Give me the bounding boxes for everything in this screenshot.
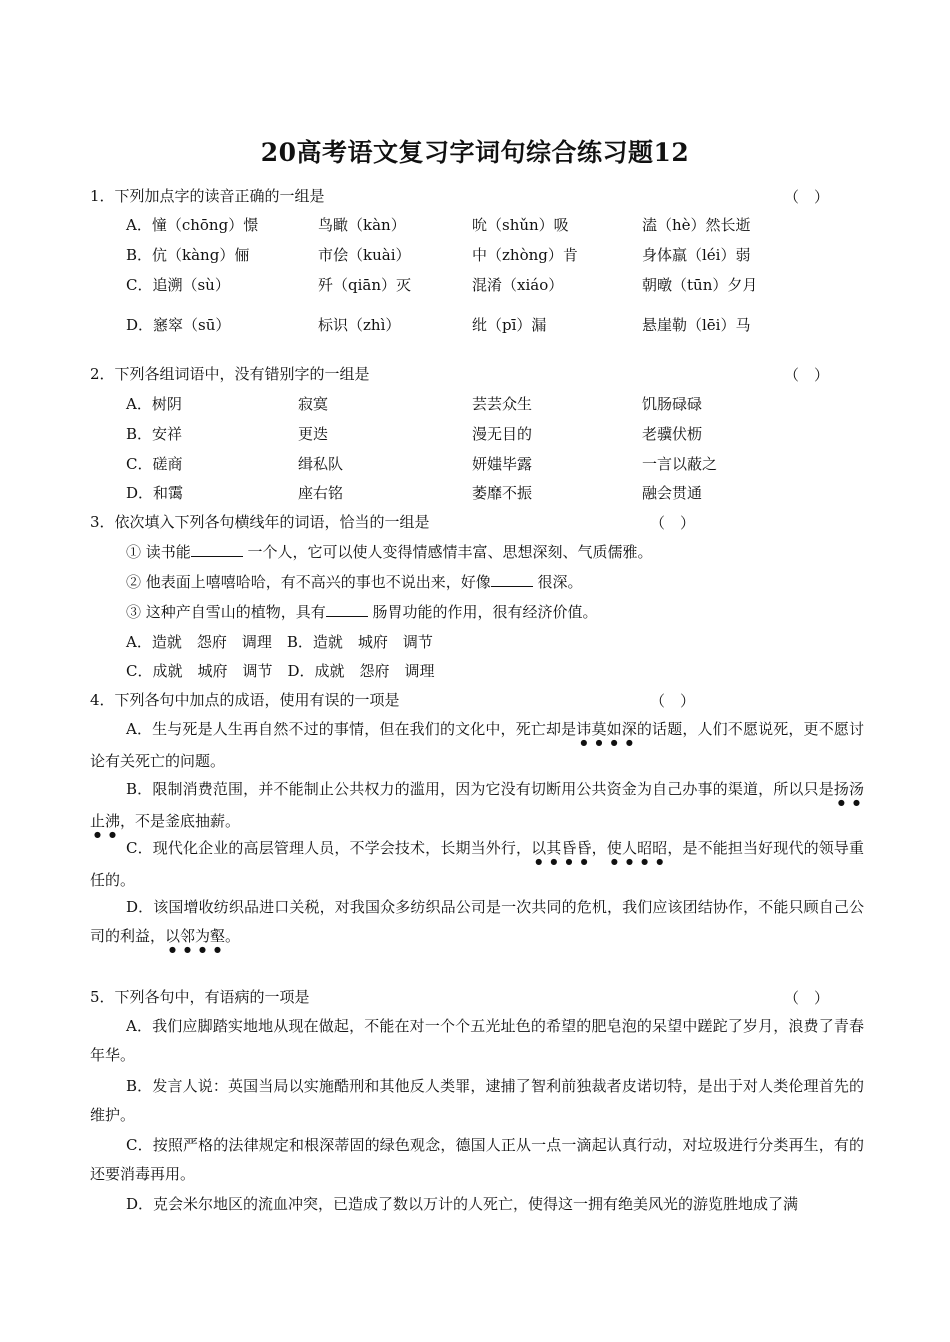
question-1-stem: 1．下列加点字的读音正确的一组是 [90, 187, 325, 205]
question-5-stem: 5．下列各句中，有语病的一项是 [90, 988, 310, 1006]
answer-paren: （ ） [650, 692, 696, 710]
question-3-stem: 3．依次填入下列各句横线年的词语，恰当的一组是 [90, 513, 430, 531]
q4-option-a: A．生与死是人生再自然不过的事情，但在我们的文化中，死亡却是讳莫如深的话题，人们不愿说死，更不愿讨论有关死亡的问题。 [90, 720, 864, 770]
q4-option-b: B．限制消费范围，并不能制止公共权力的滥用，因为它没有切断用公共资金为自己办事的渠道，所以只是扬汤止沸，不是釜底抽薪。 [90, 780, 864, 830]
answer-paren: （ ） [784, 188, 830, 206]
q3-options-ab: A．造就 怨府 调理 B．造就 城府 调节 [126, 633, 433, 651]
q3-sentence-1: ① 读书能 一个人，它可以使人变得情感情丰富、思想深刻、气质儒雅。 [126, 537, 653, 567]
q3-sentence-3: ③ 这种产自雪山的植物，具有 肠胃功能的作用，很有经济价值。 [126, 597, 598, 627]
q4-option-c: C．现代化企业的高层管理人员，不学会技术，长期当外行，以其昏昏，使人昭昭，是不能担当好现代的领导重任的。 [90, 839, 864, 889]
q4-option-d: D．该国增收纺织品进口关税，对我国众多纺织品公司是一次共同的危机，我们应该团结协作，不能只顾自己公司的利益，以邻为壑。 [90, 898, 864, 945]
question-2-stem: 2．下列各组词语中，没有错别字的一组是 [90, 365, 370, 383]
answer-paren: （ ） [784, 366, 830, 384]
answer-paren: （ ） [784, 989, 830, 1007]
q3-sentence-2: ② 他表面上嘻嘻哈哈，有不高兴的事也不说出来，好像 很深。 [126, 567, 583, 597]
document-page: 20高考语文复习字词句综合练习题12 1．下列加点字的读音正确的一组是 （ ） A．憧（chōng）憬 鸟瞰（kàn） 吮（shǔn）吸 溘（hè）然长逝 B．伉（kàng）俪 市侩（kuài） 中（zhòng）肯 身体羸（léi）弱 C．追溯（sù） 歼（qiān）灭 混淆（xiáo） 朝暾（tūn）夕月 D．窸窣（sū） 标识（zhì） 纰（pī）漏 悬崖勒（lēi）马 2．下列各组词语中，没有错别字的一组是 （ ） A．树阴 寂寞 芸芸众生 饥肠碌碌 B．安祥 更迭 漫无目的 老骥伏枥 C．磋商 缉私队 妍媸毕露 一言以蔽之 D．和霭 座右铭 萎靡不振 融会贯通 3．依次填入下列各句横线年的词语，恰当的一组是 （ ） ① 读书能 一个人，它可以使人变得情感情丰富、思想深刻、气质儒雅。 ② 他表面上嘻嘻哈哈，有不高兴的事也不说出来，好像 很深。 ③ 这种产自雪山的植物，具有 肠胃功能的作用，很有经济价值。 A．造就 怨府 调理 B．造就 城府 调节 C．成就 城府 调节 D．成就 怨府 调理 4．下列各句中加点的成语，使用有误的一项是 （ ） A．生与死是人生再自然不过的事情，但在我们的文化中，死亡却是讳莫如深的话题，人们不愿说死，更不愿讨论有关死亡的问题。 B．限制消费范围，并不能制止公共权力的滥用，因为它没有切断用公共资金为自己办事的渠道，所以只是扬汤止沸，不是釜底抽薪。 C．现代化企业的高层管理人员，不学会技术，长期当外行，以其昏昏，使人昭昭，是不能担当好现代的领导重任的。 D．该国增收纺织品进口关税，对我国众多纺织品公司是一次共同的危机，我们应该团结协作，不能只顾自己公司的利益，以邻为壑。 5．下列各句中，有语病的一项是 （ ） A．我们应脚踏实地地从现在做起，不能在对一个个五光址色的希望的肥皂泡的呆望中蹉跎了岁月，浪费了青春年华。 B．发言人说：英国当局以实施酷刑和其他反人类罪，逮捕了智利前独裁者皮诺切特，是出于对人类伦理首先的维护。 C．按照严格的法律规定和根深蒂固的绿色观念，德国人正从一点一滴起认真行动，对垃圾进行分类再生，有的还要消毒再用。 D．克会米尔地区的流血冲突，已造成了数以万计的人死亡，使得这一拥有绝美风光的游览胜地成了满 [0, 0, 950, 1342]
page-title: 20高考语文复习字词句综合练习题12 [260, 138, 690, 167]
q5-option-d: D．克会米尔地区的流血冲突，已造成了数以万计的人死亡，使得这一拥有绝美风光的游览胜地成了满 [126, 1195, 799, 1213]
q5-option-b: B．发言人说：英国当局以实施酷刑和其他反人类罪，逮捕了智利前独裁者皮诺切特，是出于对人类伦理首先的维护。 [90, 1077, 864, 1124]
question-4-stem: 4．下列各句中加点的成语，使用有误的一项是 [90, 691, 400, 709]
q3-options-cd: C．成就 城府 调节 D．成就 怨府 调理 [126, 662, 435, 680]
answer-paren: （ ） [650, 514, 696, 532]
q5-option-c: C．按照严格的法律规定和根深蒂固的绿色观念，德国人正从一点一滴起认真行动，对垃圾进行分类再生，有的还要消毒再用。 [90, 1136, 864, 1183]
q5-option-a: A．我们应脚踏实地地从现在做起，不能在对一个个五光址色的希望的肥皂泡的呆望中蹉跎了岁月，浪费了青春年华。 [90, 1017, 864, 1064]
